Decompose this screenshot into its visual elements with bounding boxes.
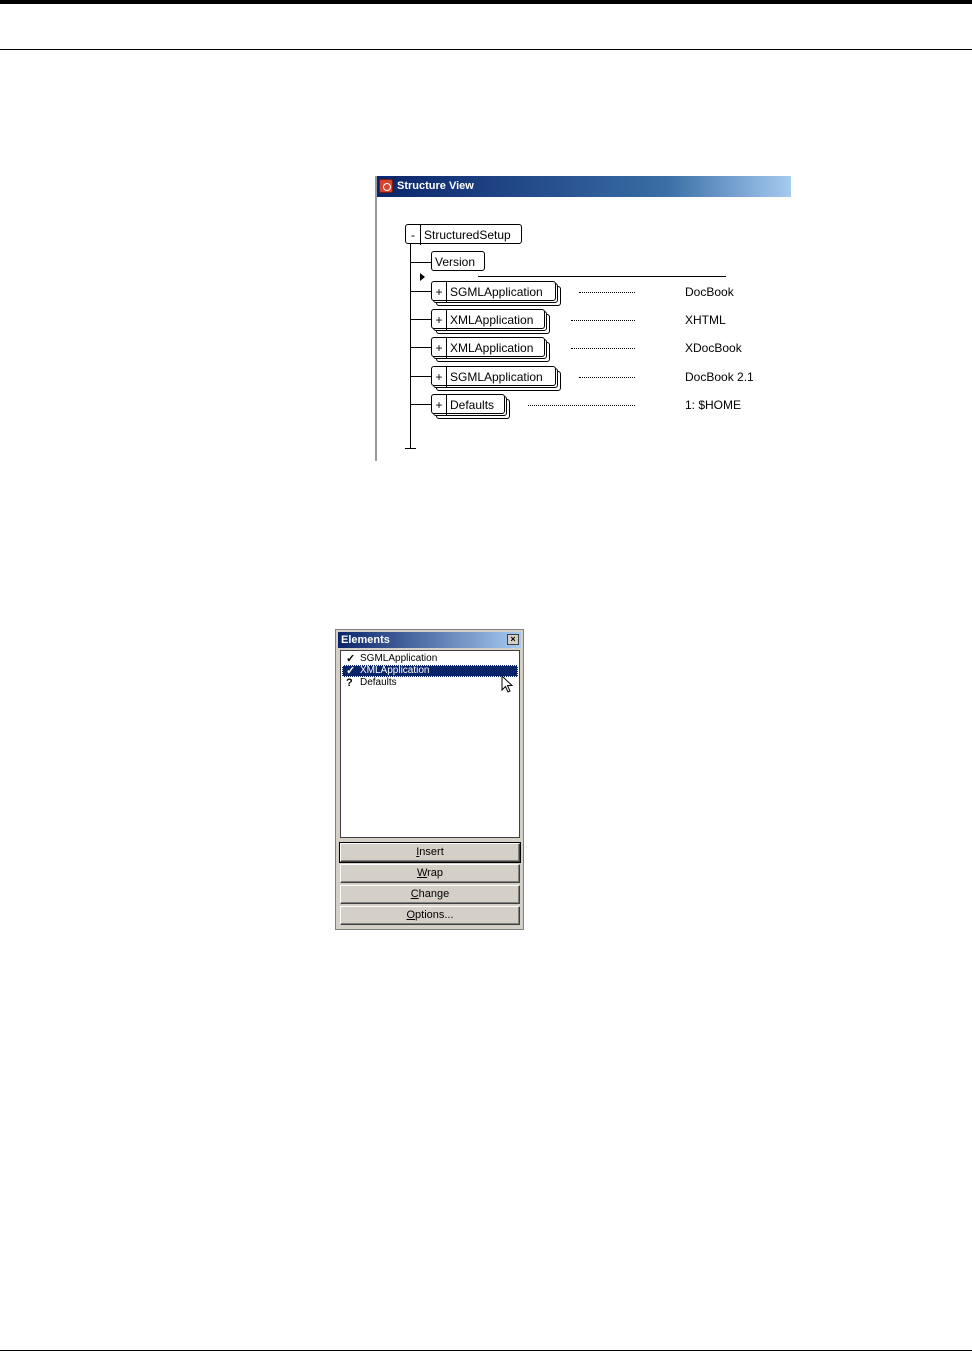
list-item-label: SGMLApplication	[360, 653, 438, 664]
tree-node-sgml-application[interactable]	[431, 281, 556, 301]
tree-node-sgml-application[interactable]	[431, 366, 556, 386]
node-label: Defaults	[450, 398, 495, 412]
node-label: SGMLApplication	[450, 285, 543, 299]
attribute-value: DocBook	[685, 285, 734, 299]
leader-dots	[579, 377, 635, 378]
tree-branch	[410, 347, 431, 348]
node-label: XMLApplication	[450, 313, 534, 327]
tree-node-defaults[interactable]	[431, 394, 505, 414]
framemaker-app-icon	[379, 179, 393, 193]
attribute-value: XDocBook	[685, 341, 742, 355]
options-button[interactable]	[340, 906, 520, 925]
collapse-toggle[interactable]: -	[406, 225, 421, 245]
node-label: StructuredSetup	[424, 228, 511, 242]
insert-button[interactable]	[340, 843, 520, 862]
footer-rule	[0, 1350, 972, 1351]
list-item-xml-application[interactable]	[342, 665, 518, 677]
tree-node-xml-application[interactable]	[431, 309, 545, 329]
expand-toggle[interactable]: +	[432, 338, 447, 358]
tree-end-line	[405, 448, 416, 449]
tree-node-xml-application[interactable]	[431, 337, 545, 357]
change-button[interactable]	[340, 885, 520, 904]
elements-titlebar[interactable]	[338, 632, 521, 648]
insert-access-key: I	[416, 846, 420, 858]
structure-view-titlebar[interactable]	[375, 176, 791, 197]
leader-dots	[571, 320, 635, 321]
tree-branch	[410, 319, 431, 320]
header-rule	[0, 49, 972, 50]
options-access-key: O	[406, 909, 416, 921]
change-label: hange	[418, 888, 450, 900]
expand-toggle[interactable]: +	[432, 282, 447, 302]
structure-view-window	[375, 176, 791, 461]
question-mark-icon: ?	[346, 677, 353, 689]
tree-trunk-line	[410, 244, 411, 448]
structure-tree	[377, 197, 791, 461]
tree-node-version[interactable]	[431, 251, 485, 271]
leader-dots	[528, 405, 635, 406]
insert-label: nsert	[419, 846, 444, 858]
insertion-line	[478, 276, 726, 277]
tree-branch	[410, 376, 431, 377]
elements-palette	[335, 629, 524, 930]
list-item-label: XMLApplication	[360, 665, 430, 676]
list-item-defaults[interactable]	[342, 677, 518, 689]
tree-branch	[410, 404, 431, 405]
options-label: ptions...	[415, 909, 454, 921]
expand-toggle[interactable]: +	[432, 310, 447, 330]
checkmark-icon: ✓	[346, 653, 356, 665]
tree-branch	[410, 291, 431, 292]
tree-node-root[interactable]	[405, 224, 522, 244]
attribute-value: 1: $HOME	[685, 398, 742, 412]
attribute-value: DocBook 2.1	[685, 370, 754, 384]
insertion-point-icon	[420, 273, 425, 281]
element-list[interactable]	[340, 650, 520, 838]
change-access-key: C	[410, 888, 419, 900]
checkmark-icon: ✓	[346, 665, 356, 677]
window-title: Structure View	[397, 180, 474, 192]
list-item-label: Defaults	[360, 677, 397, 688]
node-label: XMLApplication	[450, 341, 534, 355]
expand-toggle[interactable]: +	[432, 367, 447, 387]
expand-toggle[interactable]: +	[432, 395, 447, 415]
leader-dots	[579, 292, 635, 293]
close-icon[interactable]: ×	[507, 634, 519, 645]
leader-dots	[571, 348, 635, 349]
list-item-sgml-application[interactable]	[342, 653, 518, 665]
tree-branch	[410, 262, 431, 263]
wrap-button[interactable]	[340, 864, 520, 883]
mouse-pointer-icon	[501, 675, 513, 693]
node-label: SGMLApplication	[450, 370, 543, 384]
node-label: Version	[435, 255, 476, 269]
attribute-value: XHTML	[685, 313, 726, 327]
top-rule	[0, 0, 972, 4]
wrap-label: rap	[427, 867, 444, 879]
palette-title: Elements	[341, 634, 390, 646]
wrap-access-key: W	[416, 867, 428, 879]
